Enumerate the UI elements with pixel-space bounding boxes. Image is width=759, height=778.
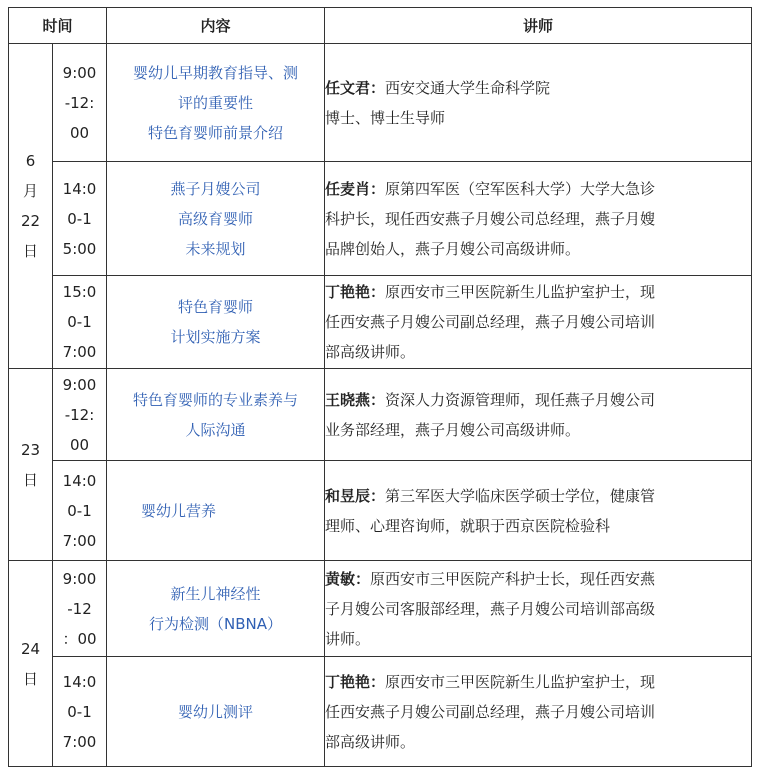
lecturer-name: 丁艳艳： [325, 283, 386, 301]
lecturer-desc: 第三军医大学临床医学硕士学位，健康管 [385, 486, 656, 505]
lecturer-desc: 科护长，现任西安燕子月嫂公司总经理，燕子月嫂 [325, 209, 656, 228]
lecturer-desc: 任西安燕子月嫂公司副总经理，燕子月嫂公司培训 [325, 702, 656, 721]
day-label-line: 日 [22, 669, 38, 688]
lecturer-desc: 理师、心理咨询师，就职于西京医院检验科 [325, 516, 611, 535]
content-cell [107, 162, 325, 276]
lecturer-desc: 讲师。 [325, 629, 371, 648]
lecturer-name: 王晓燕： [325, 390, 386, 409]
lecturer-cell [325, 162, 752, 276]
lecturer-desc: 原西安市三甲医院产科护士长，现任西安燕 [370, 569, 656, 588]
content-line: 高级育婴师 [178, 209, 254, 228]
content-line: 未来规划 [185, 239, 246, 258]
time-line: 5:00 [62, 239, 97, 258]
lecturer-desc: 原西安市三甲医院新生儿监护室护士，现 [385, 283, 656, 301]
time-line: 0-1 [67, 501, 92, 520]
day-label-line: 22 [20, 212, 41, 230]
time-cell [53, 657, 107, 767]
header-lecturer: 讲师 [325, 8, 752, 44]
time-line: -12 [67, 599, 92, 618]
schedule-table [8, 7, 752, 767]
lecturer-desc: 任西安燕子月嫂公司副总经理，燕子月嫂公司培训 [325, 313, 656, 331]
content-line: 燕子月嫂公司 [170, 179, 261, 198]
lecturer-name: 任文君： [325, 78, 386, 97]
table-row [9, 369, 752, 461]
time-line: 14:0 [62, 672, 97, 691]
lecturer-desc: 品牌创始人，燕子月嫂公司高级讲师。 [325, 239, 581, 258]
lecturer-name: 和昱辰： [325, 486, 386, 505]
table-row [9, 461, 752, 561]
lecturer-desc: 部高级讲师。 [325, 343, 416, 361]
time-cell [53, 369, 107, 461]
table-row [9, 561, 752, 657]
content-line: 特色育婴师的专业素养与 [133, 390, 299, 409]
lecturer-name: 黄敏： [325, 569, 371, 588]
content-line: 婴幼儿营养 [141, 501, 217, 520]
content-cell [107, 276, 325, 369]
day-label-line: 月 [22, 182, 38, 200]
time-cell [53, 44, 107, 162]
content-line: 婴幼儿早期教育指导、测 [133, 63, 299, 82]
time-line: 14:0 [62, 471, 97, 490]
time-cell [53, 561, 107, 657]
content-line: 评的重要性 [178, 93, 254, 112]
day-cell [9, 561, 53, 767]
time-line: 9:00 [62, 375, 97, 394]
time-line: 00 [69, 435, 90, 454]
content-line: 计划实施方案 [170, 328, 261, 346]
header-row [9, 8, 752, 44]
table-row [9, 44, 752, 162]
lecturer-desc: 原西安市三甲医院新生儿监护室护士，现 [385, 672, 656, 691]
day-cell [9, 44, 53, 369]
time-line: 00 [69, 123, 90, 142]
time-line: -12: [64, 405, 95, 424]
lecturer-cell [325, 276, 752, 369]
header-time: 时间 [9, 8, 107, 44]
day-label-line: 日 [22, 242, 38, 260]
lecturer-desc: 子月嫂公司客服部经理，燕子月嫂公司培训部高级 [325, 599, 656, 618]
content-cell [107, 369, 325, 461]
lecturer-desc: 西安交通大学生命科学院 [385, 78, 551, 97]
lecturer-desc: 业务部经理，燕子月嫂公司高级讲师。 [325, 420, 581, 439]
time-line: 14:0 [62, 179, 97, 198]
lecturer-cell [325, 461, 752, 561]
content-line: 人际沟通 [185, 420, 246, 439]
lecturer-desc: 资深人力资源管理师，现任燕子月嫂公司 [385, 390, 656, 409]
day-label-line: 6 [25, 152, 36, 170]
lecturer-cell [325, 44, 752, 162]
lecturer-cell [325, 561, 752, 657]
lecturer-cell [325, 657, 752, 767]
time-line: -12: [64, 93, 95, 112]
content-cell [107, 44, 325, 162]
table-row [9, 276, 752, 369]
content-line: 特色育婴师 [178, 298, 254, 316]
lecturer-desc: 部高级讲师。 [325, 732, 416, 751]
content-cell [107, 657, 325, 767]
content-line: 婴幼儿测评 [178, 702, 254, 721]
content-line: 新生儿神经性 [170, 584, 261, 603]
time-line: 7:00 [62, 531, 97, 550]
lecturer-desc: 原第四军医（空军医科大学）大学大急诊 [385, 179, 656, 198]
lecturer-name: 丁艳艳： [325, 672, 386, 691]
content-cell [107, 561, 325, 657]
table-row [9, 162, 752, 276]
header-content: 内容 [107, 8, 325, 44]
time-cell [53, 162, 107, 276]
day-label-line: 日 [22, 470, 38, 489]
content-line: 行为检测（NBNA） [149, 614, 283, 633]
time-line: 9:00 [62, 569, 97, 588]
time-cell [53, 461, 107, 561]
time-line: 0-1 [67, 702, 92, 721]
day-label-line: 24 [20, 639, 41, 658]
time-line: ：00 [62, 629, 97, 648]
content-line: 特色育婴师前景介绍 [148, 123, 284, 142]
lecturer-desc: 博士、博士生导师 [325, 108, 446, 127]
time-line: 7:00 [62, 732, 97, 751]
lecturer-cell [325, 369, 752, 461]
day-cell [9, 369, 53, 561]
table-row [9, 657, 752, 767]
time-line: 0-1 [67, 313, 92, 331]
time-line: 7:00 [62, 343, 97, 361]
time-cell [53, 276, 107, 369]
time-line: 15:0 [62, 283, 97, 301]
day-label-line: 23 [20, 440, 41, 459]
content-cell [107, 461, 325, 561]
time-line: 9:00 [62, 63, 97, 82]
time-line: 0-1 [67, 209, 92, 228]
lecturer-name: 任麦肖： [325, 179, 386, 198]
